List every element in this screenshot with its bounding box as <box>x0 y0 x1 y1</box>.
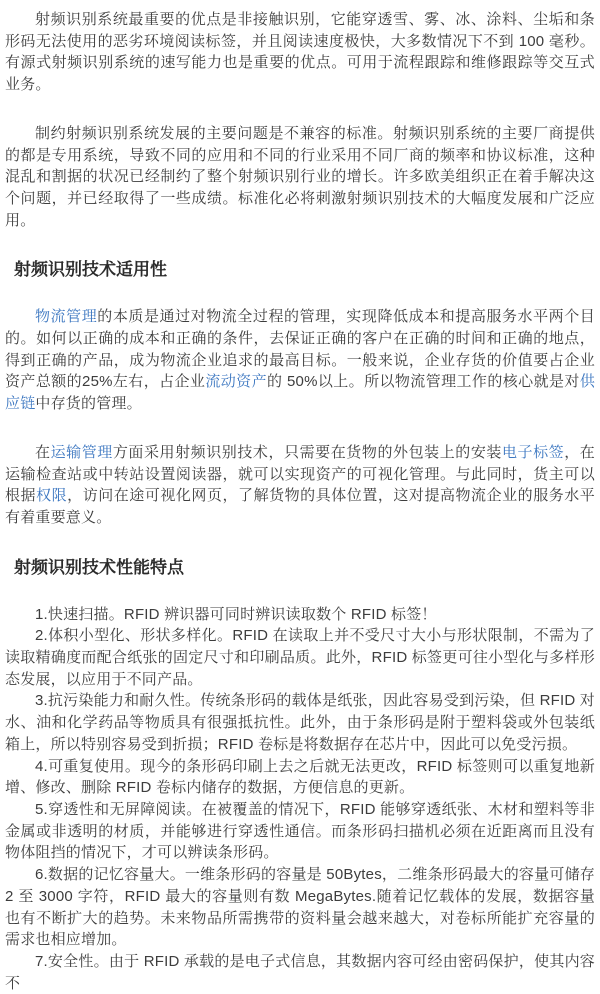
text-run: ，访问在途可视化网页，了解货物的具体位置，这对提高物流企业的服务水平有着重要意义。 <box>5 487 595 526</box>
feature-list <box>5 604 595 994</box>
text-run: ，在运输检查站或中转站设置阅读器，就可以实现资产的可视化管理。与此同时，货主可以根据 <box>5 443 595 505</box>
para-standards-issue: 制约射频识别系统发展的主要问题是不兼容的标准。射频识别系统的主要厂商提供的都是专用系统，导致不同的应用和不同的行业采用不同厂商的频率和协议标准，这种混乱和割据的状况已经制约了整个射频识别行业的增长。许多欧美组织正在着手解决这个问题，并已经取得了一些成绩。标准化必将刺激射频识别技术的大幅度发展和广泛应用。 <box>5 124 595 229</box>
feature-item: 6.数据的记忆容量大。一维条形码的容量是 50Bytes，二维条形码最大的容量可储存 2 至 3000 字符，RFID 最大的容量则有数 MegaBytes.随着记忆载体的发展，数据容量也有不断扩大的趋势。未来物品所需携带的资料量会越来越大，对卷标所能扩充容量的需求也相应增加。 <box>5 866 595 949</box>
feature-item: 4.可重复使用。现今的条形码印刷上去之后就无法更改，RFID 标签则可以重复地新增、修改、删除 RFID 卷标内储存的数据，方便信息的更新。 <box>5 757 595 797</box>
feature-item: 7.安全性。由于 RFID 承载的是电子式信息，其数据内容可经由密码保护，使其内容不 <box>5 952 595 992</box>
feature-item: 2.体积小型化、形状多样化。RFID 在读取上并不受尺寸大小与形状限制，不需为了读取精确度而配合纸张的固定尺寸和印刷品质。此外，RFID 标签更可往小型化与多样形态发展，以应用于不同产品。 <box>5 627 595 688</box>
logistics-management-link[interactable]: 物流管理 <box>35 308 98 326</box>
text-run: 方面采用射频识别技术，只需要在货物的外包装上的安装 <box>112 443 502 461</box>
heading-performance-features: 射频识别技术性能特点 <box>14 557 184 577</box>
text-run: 在 <box>35 443 51 461</box>
permission-link[interactable]: 权限 <box>36 487 68 505</box>
text-run: 的本质是通过对物流全过程的管理，实现降低成本和提高服务水平两个目的。如何以正确的成本和正确的条件，去保证正确的客户在正确的时间和正确的地点，得到正确的产品，成为物流企业追求的最高目标。一般来说，企业存货的价值要占企业资产总额的25%左右，占企业 <box>5 308 595 391</box>
transport-management-link[interactable]: 运输管理 <box>50 443 113 461</box>
para-logistics <box>5 306 595 415</box>
feature-item: 5.穿透性和无屏障阅读。在被覆盖的情况下，RFID 能够穿透纸张、木材和塑料等非金属或非透明的材质，并能够进行穿透性通信。而条形码扫描机必须在近距离而且没有物体阻挡的情况下，才可以辨读条形码。 <box>5 800 595 862</box>
current-assets-link[interactable]: 流动资产 <box>205 373 268 391</box>
para-transport <box>5 442 595 529</box>
feature-item: 1.快速扫描。RFID 辨识器可同时辨识读取数个 RFID 标签！ <box>35 605 437 623</box>
supply-chain-link[interactable]: 供应链 <box>5 373 596 413</box>
electronic-tag-link[interactable]: 电子标签 <box>501 443 565 461</box>
heading-applicability: 射频识别技术适用性 <box>14 260 167 280</box>
para-rfid-advantages: 射频识别系统最重要的优点是非接触识别，它能穿透雪、雾、冰、涂料、尘垢和条形码无法使用的恶劣环境阅读标签，并且阅读速度极快，大多数情况下不到 100 毫秒。有源式射频识别系统的速写能力也是重要的优点。可用于流程跟踪和维修跟踪等交互式业务。 <box>5 11 595 94</box>
feature-item: 3.抗污染能力和耐久性。传统条形码的载体是纸张，因此容易受到污染，但 RFID 对水、油和化学药品等物质具有很强抵抗性。此外，由于条形码是附于塑料袋或外包装纸箱上，所以特别容易受到折损；RFID 卷标是将数据存在芯片中，因此可以免受污损。 <box>5 692 595 753</box>
text-run: 的 50%以上。所以物流管理工作的核心就是对 <box>267 373 580 391</box>
text-run: 中存货的管理。 <box>35 395 142 413</box>
